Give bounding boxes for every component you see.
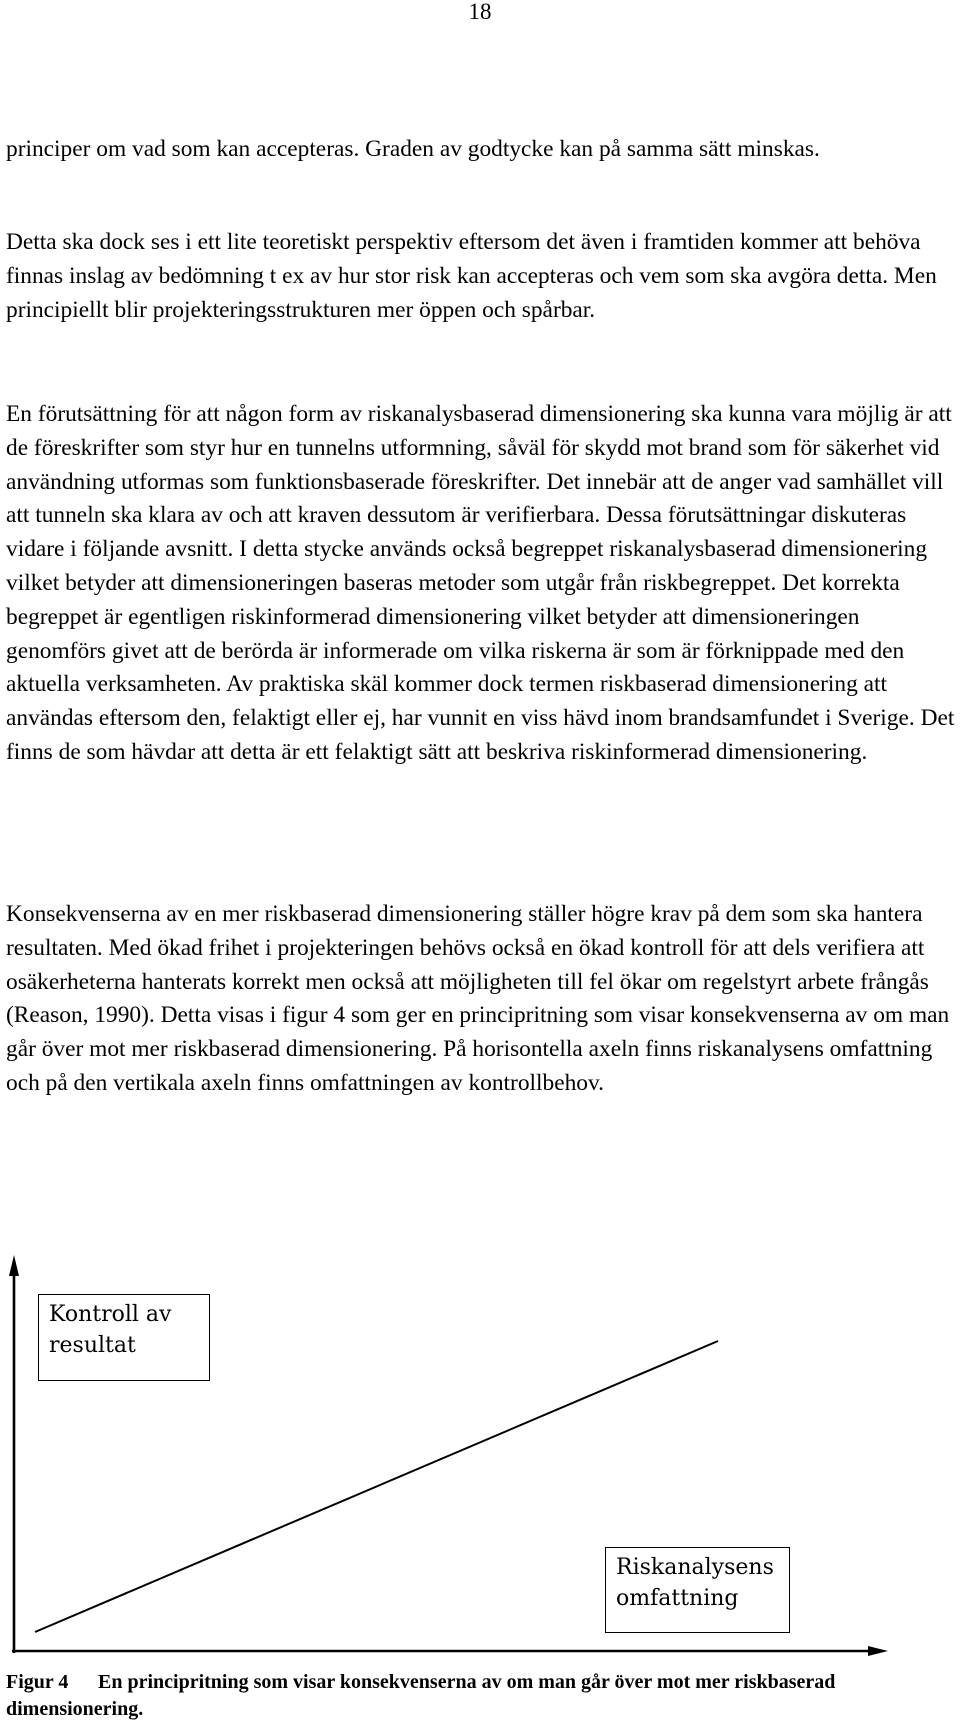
paragraph-3: En förutsättning för att någon form av riskanalysbaserad dimensionering ska kunna vara möjlig är att de föreskrifter som styr hur en tunnelns utformning, såväl för skydd mot brand som för säkerhet vid användning utformas som funktionsbaserade föreskrifter. Det innebär att de anger vad samhället vill att tunneln ska klara av och att kraven dessutom är verifierbara. Dessa förutsättningar diskuteras vidare i följande avsnitt. I detta stycke används också begreppet riskanalysbaserad dimensionering vilket betyder att dimensioneringen baseras metoder som utgår från riskbegreppet. Det korrekta begreppet är egentligen riskinformerad dimensionering vilket betyder att dimensioneringen genomförs givet att de berörda är informerade om vilka riskerna är som är förknippade med den aktuella verksamheten. Av praktiska skäl kommer dock termen riskbaserad dimensionering att användas eftersom den, felaktigt eller ej, har vunnit en viss hävd inom brandsamfundet i Sverige. Det finns de som hävdar att detta är ett felaktigt sätt att beskriva riskinformerad dimensionering. [6, 401, 955, 765]
paragraph-4: Konsekvenserna av en mer riskbaserad dimensionering ställer högre krav på dem som ska hantera resultaten. Med ökad frihet i projekteringen behövs också en ökad kontroll för att dels verifiera att osäkerheterna hanterats korrekt men också att möjligheten till fel ökar om regelstyrt arbete frångås (Reason, 1990). Detta visas i figur 4 som ger en principritning som visar konsekvenserna av om man går över mot mer riskbaserad dimensionering. På horisontella axeln finns riskanalysens omfattning och på den vertikala axeln finns omfattningen av kontrollbehov. [6, 901, 950, 1096]
y-axis-label-line2: resultat [49, 1333, 136, 1358]
figure-caption-number: Figur 4 [6, 1671, 69, 1693]
x-axis-label-line1: Riskanalysens [616, 1555, 774, 1580]
figure-caption-text: En principritning som visar konsekvenserna av om man går över mot mer riskbaserad dimensionering. [6, 1671, 836, 1720]
horizontal-axis-arrow [868, 1646, 888, 1656]
y-axis-label-box [38, 1294, 210, 1381]
figure-4 [0, 1255, 960, 1675]
figure-caption [6, 1669, 956, 1723]
y-axis-label-line1: Kontroll av [49, 1302, 172, 1327]
paragraph-1: principer om vad som kan accepteras. Graden av godtycke kan på samma sätt minskas. [6, 136, 820, 162]
vertical-axis-arrow [9, 1255, 19, 1276]
page-number: 18 [468, 0, 492, 24]
paragraph-2: Detta ska dock ses i ett lite teoretiskt perspektiv eftersom det även i framtiden kommer att behöva finnas inslag av bedömning t ex av hur stor risk kan accepteras och vem som ska avgöra detta. Men principiellt blir projekteringsstrukturen mer öppen och spårbar. [6, 229, 937, 323]
x-axis-label-line2: omfattning [616, 1586, 739, 1611]
x-axis-label-box [605, 1547, 790, 1633]
